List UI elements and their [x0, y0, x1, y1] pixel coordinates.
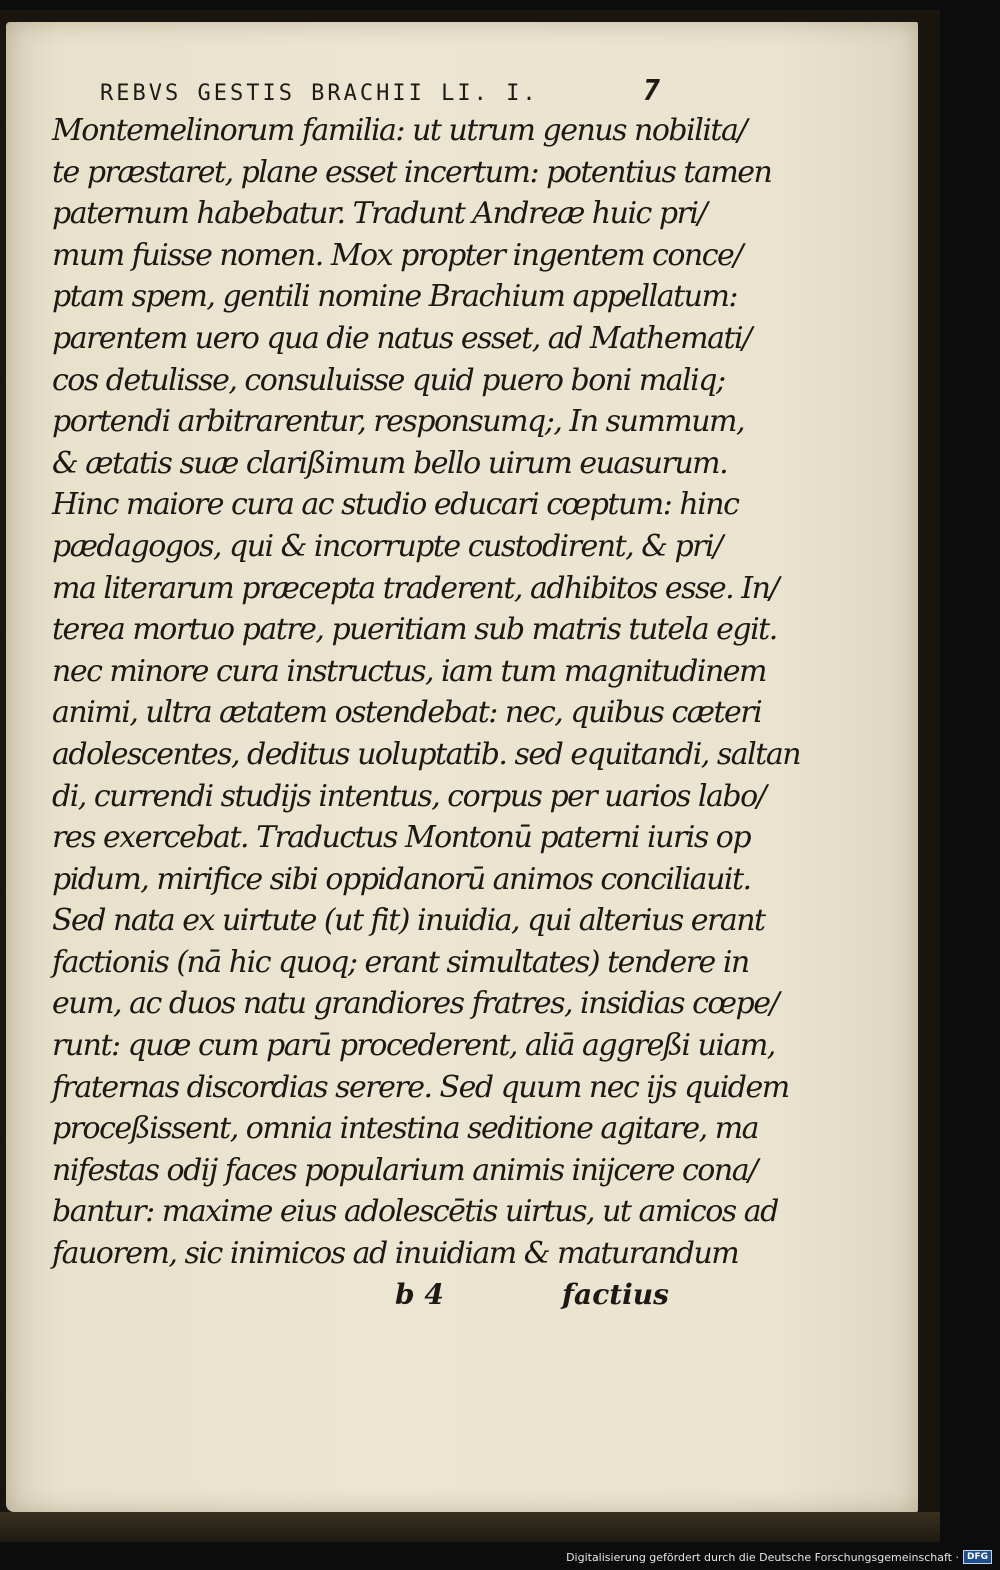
signature-mark: b 4 — [395, 1278, 444, 1311]
text-line: nifestas odij faces popularium animis inijcere cona/ — [52, 1152, 757, 1188]
text-line: parentem uero qua die natus esset, ad Mathemati/ — [52, 320, 751, 356]
text-line: proceßissent, omnia intestina seditione agitare, ma — [52, 1111, 759, 1147]
text-line: bantur: maxime eius adolescētis uirtus, ut amicos ad — [52, 1194, 778, 1230]
page-bottom-edge — [0, 1512, 940, 1542]
text-line: Montemelinorum familia: ut utrum genus nobilita/ — [52, 113, 746, 148]
text-line: ptam spem, gentili nomine Brachium appellatum: — [52, 279, 738, 315]
text-line: runt: quæ cum parū procederent, aliā aggreßi uiam, — [52, 1028, 775, 1064]
text-line: ma literarum præcepta traderent, adhibitos esse. In/ — [52, 570, 779, 606]
text-line: fauorem, sic inimicos ad inuidiam & maturandum — [52, 1236, 739, 1272]
text-line: eum, ac duos natu grandiores fratres, insidias cœpe/ — [52, 986, 779, 1022]
catchword: factius — [562, 1278, 669, 1311]
text-line: Hinc maiore cura ac studio educari cœptum: hinc — [52, 487, 739, 523]
text-line: di, currendi studijs intentus, corpus per uarios labo/ — [52, 778, 766, 814]
text-line: cos detulisse, consuluisse quid puero boni maliq; — [52, 362, 725, 398]
text-line: pidum, mirifice sibi oppidanorū animos conciliauit. — [52, 861, 751, 897]
text-line: portendi arbitrarentur, responsumq;, In summum, — [52, 404, 745, 440]
text-line: te præstaret, plane esset incertum: potentius tamen — [52, 154, 772, 190]
page-footer — [0, 1278, 669, 1318]
text-line: adolescentes, deditus uoluptatib. sed equitandi, saltan — [52, 736, 801, 772]
dfg-logo: DFG — [963, 1550, 992, 1564]
page-header — [100, 74, 660, 107]
digitization-credit — [566, 1550, 992, 1564]
text-line: Sed nata ex uirtute (ut fit) inuidia, qui alterius erant — [52, 903, 765, 939]
text-line: terea mortuo patre, pueritiam sub matris tutela egit. — [52, 612, 777, 648]
text-line: mum fuisse nomen. Mox propter ingentem conce/ — [52, 237, 742, 273]
text-line: pædagogos, qui & incorrupte custodirent, & pri/ — [52, 528, 722, 564]
text-line: animi, ultra ætatem ostendebat: nec, quibus cæteri — [52, 695, 762, 731]
credit-text: Digitalisierung gefördert durch die Deutsche Forschungsgemeinschaft · — [566, 1550, 959, 1564]
text-line: res exercebat. Traductus Montonū paterni iuris op — [52, 820, 751, 856]
text-line: & ætatis suæ clarißimum bello uirum euasurum. — [52, 445, 728, 481]
text-line: factionis (nā hic quoq; erant simultates) tendere in — [52, 944, 749, 980]
running-head: REBVS GESTIS BRACHII LI. I. — [100, 81, 539, 106]
body-text — [52, 110, 801, 1275]
text-line: fraternas discordias serere. Sed quum nec ijs quidem — [52, 1069, 789, 1105]
text-line: nec minore cura instructus, iam tum magnitudinem — [52, 653, 767, 689]
page-number: 7 — [643, 74, 660, 107]
text-line: paternum habebatur. Tradunt Andreæ huic pri/ — [52, 196, 707, 232]
